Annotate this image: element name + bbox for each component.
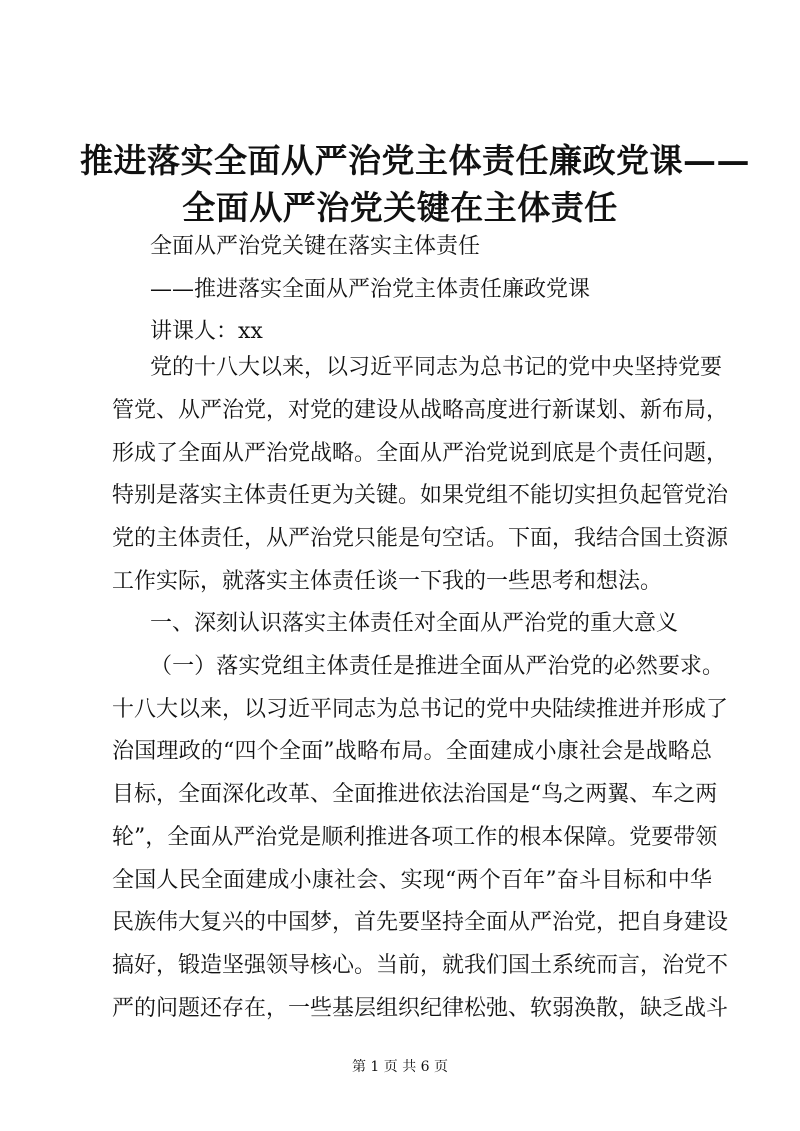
paragraph-2-line-9: 严的问题还存在，一些基层组织纪律松弛、软弱涣散，缺乏战斗 [112,996,729,1021]
subtitle-2: ——推进落实全面从严治党主体责任廉政党课 [150,277,591,302]
paragraph-1-line-6: 工作实际，就落实主体责任谈一下我的一些思考和想法。 [112,569,663,594]
paragraph-2-line-1: （一）落实党组主体责任是推进全面从严治党的必然要求。 [150,654,724,679]
paragraph-1-line-2: 管党、从严治党，对党的建设从战略高度进行新谋划、新布局， [112,398,729,423]
paragraph-2-line-8: 搞好，锻造坚强领导核心。当前，就我们国土系统而言，治党不 [112,953,729,978]
paragraph-1-line-3: 形成了全面从严治党战略。全面从严治党说到底是个责任问题， [112,441,729,466]
paragraph-1-line-1: 党的十八大以来，以习近平同志为总书记的党中央坚持党要 [150,355,723,380]
paragraph-2-line-2: 十八大以来，以习近平同志为总书记的党中央陆续推进并形成了 [112,697,729,722]
paragraph-2-line-3: 治国理政的“四个全面”战略布局。全面建成小康社会是战略总 [112,739,712,764]
speaker-line: 讲课人：xx [150,319,263,344]
subtitle-1: 全面从严治党关键在落实主体责任 [150,234,481,259]
paragraph-1-line-5: 党的主体责任，从严治党只能是句空话。下面，我结合国土资源 [112,526,729,551]
paragraph-2-line-5: 轮”，全面从严治党是顺利推进各项工作的根本保障。党要带领 [112,825,718,850]
document-title-line-1: 推进落实全面从严治党主体责任廉政党课—— [80,141,750,180]
paragraph-2-line-4: 目标，全面深化改革、全面推进依法治国是“鸟之两翼、车之两 [112,782,718,807]
paragraph-2-line-7: 民族伟大复兴的中国梦，首先要坚持全面从严治党，把自身建设 [112,910,729,935]
paragraph-2-line-6: 全国人民全面建成小康社会、实现“两个百年”奋斗目标和中华 [112,868,712,893]
page-number-footer: 第 1 页 共 6 页 [351,1059,449,1075]
section-heading-1: 一、深刻认识落实主体责任对全面从严治党的重大意义 [150,611,679,636]
paragraph-1-line-4: 特别是落实主体责任更为关键。如果党组不能切实担负起管党治 [112,483,729,508]
document-title-line-2: 全面从严治党关键在主体责任 [182,188,618,227]
